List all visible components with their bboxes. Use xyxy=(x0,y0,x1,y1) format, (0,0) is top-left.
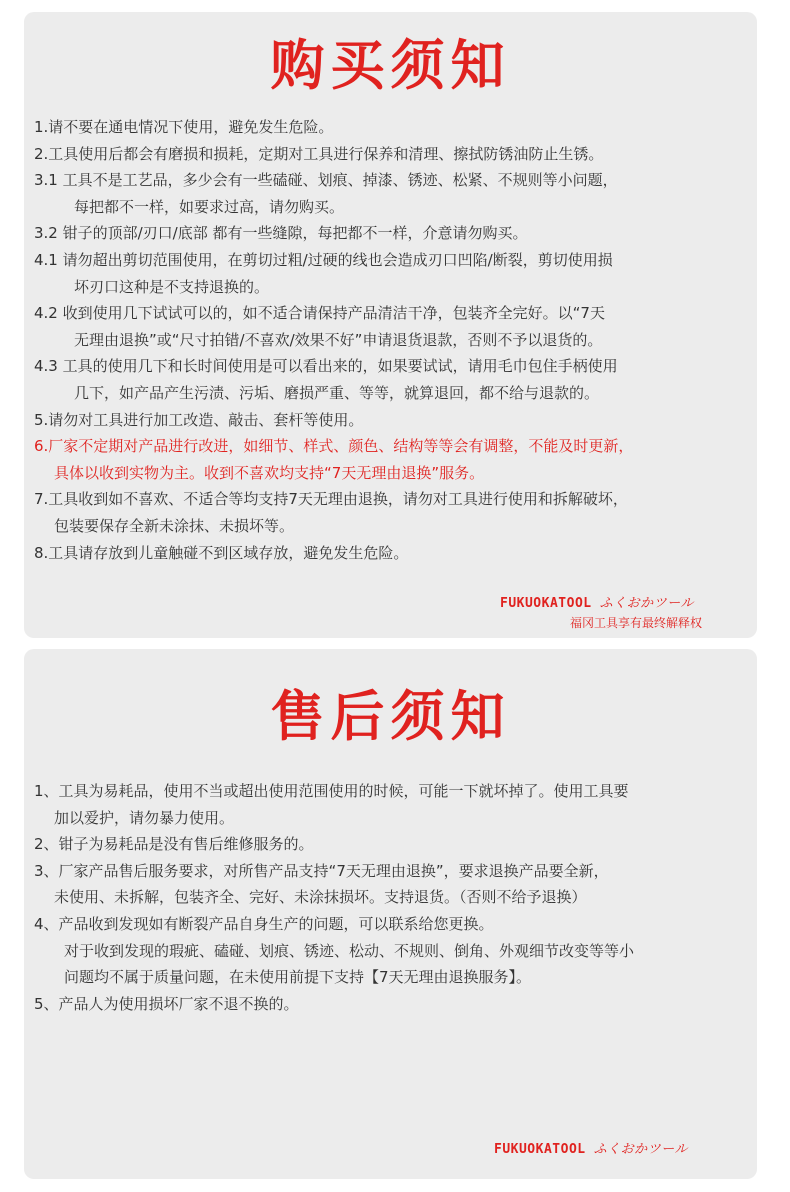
notice-line: 4.2 收到使用几下试试可以的，如不适合请保持产品清洁干净，包装齐全完好。以“7天 xyxy=(34,304,605,323)
notice-line: 2.工具使用后都会有磨损和损耗，定期对工具进行保养和清理、擦拭防锈油防止生锈。 xyxy=(34,144,604,163)
after-sales-card xyxy=(24,649,757,1179)
notice-line: 无理由退换”或“尺寸拍错/不喜欢/效果不好”申请退货退款，否则不予以退货的。 xyxy=(74,330,603,349)
notice-line: 1.请不要在通电情况下使用，避免发生危险。 xyxy=(34,118,334,136)
brand-name: FUKUOKATOOL xyxy=(494,1142,586,1157)
notice-line: 对于收到发现的瑕疵、磕碰、划痕、锈迹、松动、不规则、倒角、外观细节改变等等小 xyxy=(64,941,635,960)
notice-line: 3、厂家产品售后服务要求，对所售产品支持“7天无理由退换”，要求退换产品要全新， xyxy=(34,861,609,880)
notice-line: 5.请勿对工具进行加工改造、敲击、套杆等使用。 xyxy=(34,410,364,429)
brand-footer-1 xyxy=(500,592,694,611)
after-sales-title: 售后须知 xyxy=(270,685,511,748)
brand-kana: ふくおかツール xyxy=(599,596,694,611)
rights-statement: 福冈工具享有最终解释权 xyxy=(570,616,703,630)
purchase-notice-title: 购买须知 xyxy=(270,34,511,97)
notice-line: 加以爱护，请勿暴力使用。 xyxy=(54,808,235,827)
notice-line: 7.工具收到如不喜欢、不适合等均支持7天无理由退换，请勿对工具进行使用和拆解破坏， xyxy=(34,490,628,509)
notice-line: 未使用、未拆解，包装齐全、完好、未涂抹损坏。支持退货。（否则不给予退换） xyxy=(54,888,587,907)
brand-name: FUKUOKATOOL xyxy=(500,596,592,611)
notice-line: 6.厂家不定期对产品进行改进，如细节、样式、颜色、结构等等会有调整，不能及时更新， xyxy=(34,437,634,456)
notice-line: 8.工具请存放到儿童触碰不到区域存放，避免发生危险。 xyxy=(34,543,409,562)
notice-line: 包装要保存全新未涂抹、未损坏等。 xyxy=(54,517,295,535)
notice-line: 1、工具为易耗品，使用不当或超出使用范围使用的时候，可能一下就坏掉了。使用工具要 xyxy=(34,782,629,800)
brand-kana: ふくおかツール xyxy=(593,1142,688,1157)
notice-line: 4.3 工具的使用几下和长时间使用是可以看出来的，如果要试试，请用毛巾包住手柄使用 xyxy=(34,357,618,376)
notice-line: 5、产品人为使用损坏厂家不退不换的。 xyxy=(34,994,299,1013)
notice-line: 4.1 请勿超出剪切范围使用，在剪切过粗/过硬的线也会造成刃口凹陷/断裂，剪切使用损 xyxy=(34,251,613,269)
notice-line: 2、钳子为易耗品是没有售后维修服务的。 xyxy=(34,835,314,854)
notice-line: 3.1 工具不是工艺品，多少会有一些磕碰、划痕、掉漆、锈迹、松紧、不规则等小问题， xyxy=(34,171,618,190)
notice-line: 每把都不一样，如要求过高，请勿购买。 xyxy=(74,197,345,216)
notice-line: 问题均不属于质量问题，在未使用前提下支持【7天无理由退换服务】。 xyxy=(64,968,532,987)
notice-line: 坏刃口这种是不支持退换的。 xyxy=(74,277,270,296)
notice-line: 3.2 钳子的顶部/刃口/底部 都有一些缝隙，每把都不一样，介意请勿购买。 xyxy=(34,224,528,243)
notice-line: 几下，如产品产生污渍、污垢、磨损严重、等等，就算退回，都不给与退款的。 xyxy=(74,384,600,402)
brand-footer-2 xyxy=(494,1138,688,1157)
notice-line: 具体以收到实物为主。收到不喜欢均支持“7天无理由退换”服务。 xyxy=(54,463,485,482)
notice-line: 4、产品收到发现如有断裂产品自身生产的问题，可以联系给您更换。 xyxy=(34,915,494,933)
purchase-notice-card xyxy=(24,12,757,638)
